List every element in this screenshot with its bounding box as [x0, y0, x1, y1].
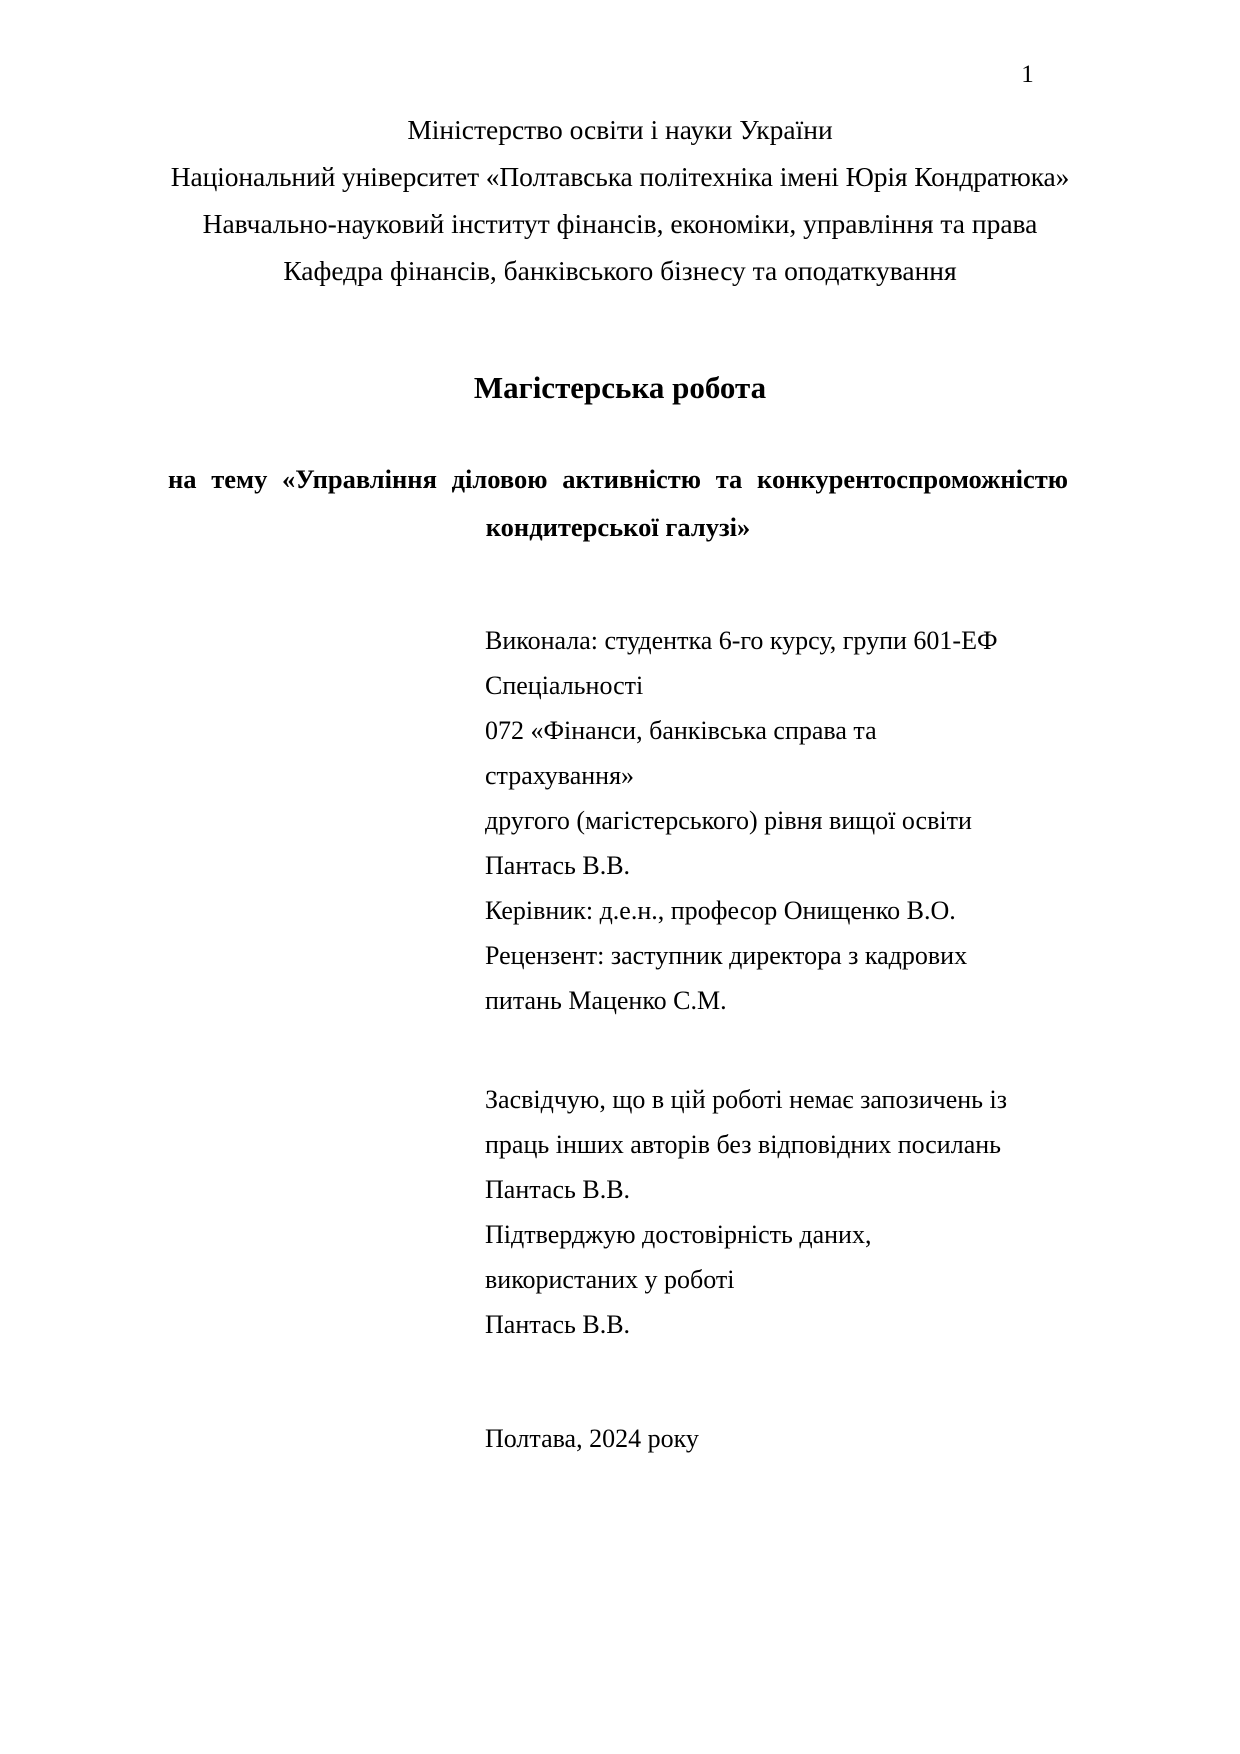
originality-line-1: Засвідчую, що в цій роботі немає запозичень із [485, 1085, 1008, 1114]
ministry-line: Міністерство освіти і науки України [407, 114, 833, 145]
institute-line: Навчально-науковий інститут фінансів, економіки, управління та права [202, 208, 1038, 239]
data-accuracy-line-2: використаних у роботі [485, 1265, 735, 1294]
declaration-block [485, 1077, 1060, 1347]
thesis-topic-line-2: кондитерської галузі» [485, 512, 751, 542]
education-level-line: другого (магістерського) рівня вищої освіти [485, 806, 972, 835]
originality-signature: Пантась В.В. [485, 1175, 631, 1204]
data-accuracy-line-1: Підтверджую достовірність даних, [485, 1220, 872, 1249]
specialty-label-line: Спеціальності [485, 671, 644, 700]
author-supervisor-block [485, 618, 1045, 1023]
department-line: Кафедра фінансів, банківського бізнесу та оподаткування [283, 255, 957, 286]
specialty-cont-line: страхування» [485, 761, 635, 790]
place-and-year: Полтава, 2024 року [485, 1424, 699, 1453]
reviewer-line: Рецензент: заступник директора з кадрових [485, 941, 968, 970]
institution-header [150, 106, 1090, 294]
document-type-heading: Магістерська робота [473, 370, 767, 405]
data-accuracy-signature: Пантась В.В. [485, 1310, 631, 1339]
supervisor-line: Керівник: д.е.н., професор Онищенко В.О. [485, 896, 956, 925]
reviewer-cont-line: питань Маценко С.М. [485, 986, 727, 1015]
originality-line-2: праць інших авторів без відповідних посилань [485, 1130, 1002, 1159]
university-line: Національний університет «Полтавська політехніка імені Юрія Кондратюка» [170, 161, 1070, 192]
author-role-line: Виконала: студентка 6-го курсу, групи 601-ЕФ [485, 626, 998, 655]
author-name-line: Пантась В.В. [485, 851, 631, 880]
thesis-topic-line-1: на тему «Управління діловою активністю та конкурентоспроможністю [168, 464, 1068, 494]
specialty-code-line: 072 «Фінанси, банківська справа та [485, 716, 877, 745]
thesis-topic [168, 455, 1068, 551]
page-number: 1 [1021, 61, 1034, 88]
